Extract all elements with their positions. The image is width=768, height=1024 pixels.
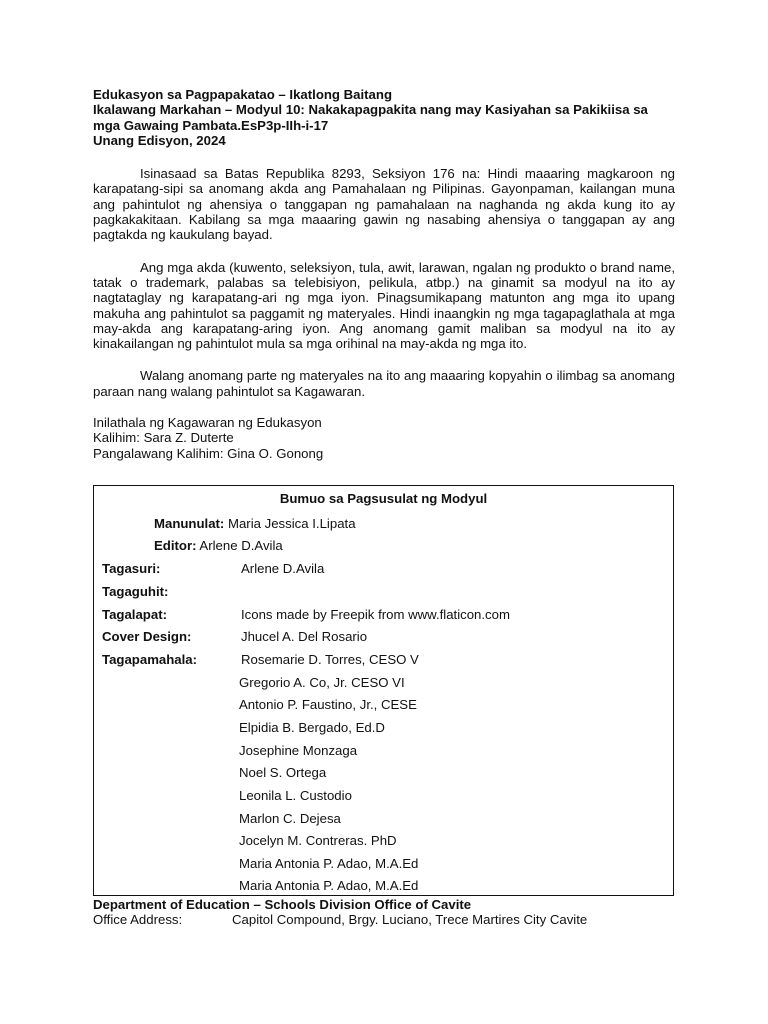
document-header xyxy=(93,87,675,148)
manager-name: Leonila L. Custodio xyxy=(239,788,352,803)
role-label: Tagaguhit: xyxy=(102,584,169,599)
copyright-paragraph-1: Isinasaad sa Batas Republika 8293, Seksiyon 176 na: Hindi maaaring magkaroon ng karapatang-sipi sa anomang akda ang Pamahalaan ng Pilipinas. Gayonpaman, kailangan muna ang pahintulot ng ahensiya o tanggapan ng pamahalaan na naghanda ng akda kung ito ay pagkakakitaan. Kabilang sa mga maaaring gawin ng nasabing ahensiya o tanggapan ay ang pagtakda ng kaukulang bayad. xyxy=(93,166,675,243)
module-team-box xyxy=(93,485,674,896)
manager-name: Elpidia B. Bergado, Ed.D xyxy=(239,720,385,735)
office-address-row xyxy=(93,912,693,927)
manager-name: Marlon C. Dejesa xyxy=(239,811,341,826)
office-footer xyxy=(93,897,693,928)
writer-value: Maria Jessica I.Lipata xyxy=(224,516,356,531)
manager-name: Gregorio A. Co, Jr. CESO VI xyxy=(239,675,405,690)
secretary-line: Kalihim: Sara Z. Duterte xyxy=(93,430,234,446)
manager-name: Maria Antonia P. Adao, M.A.Ed xyxy=(239,856,419,871)
editor-value: Arlene D.Avila xyxy=(196,538,283,553)
role-label: Cover Design: xyxy=(102,629,192,644)
role-label: Tagalapat: xyxy=(102,607,167,622)
manager-name: Jocelyn M. Contreras. PhD xyxy=(239,833,397,848)
role-value: Jhucel A. Del Rosario xyxy=(241,629,368,644)
role-label: Tagapamahala: xyxy=(102,652,198,667)
publisher-info xyxy=(93,415,675,461)
copyright-paragraph-2: Ang mga akda (kuwento, seleksiyon, tula, awit, larawan, ngalan ng produkto o brand name, tatak o trademark, palabas sa telebisiyon, pelikula, atbp.) na ginamit sa modyul na ito ay nagtataglay ng karapatang-ari ng mga iyon. Pinagsumikapang matunton ang mga ito upang makuha ang pahintulot sa paggamit ng materyales. Hindi inaangkin ng mga tagapaglathala at mga may-akda ang karapatang-aring iyon. Ang anomang gamit maliban sa modyul na ito ay kinakailangan ng pahintulot mula sa mga orihinal na may-akda ng mga ito. xyxy=(93,259,675,352)
document-page xyxy=(93,87,675,461)
role-value: Arlene D.Avila xyxy=(241,561,325,576)
role-label: Tagasuri: xyxy=(102,561,161,576)
role-value: Icons made by Freepik from www.flaticon.com xyxy=(241,607,510,622)
office-address-label: Office Address: xyxy=(93,912,183,928)
department-name: Department of Education – Schools Division Office of Cavite xyxy=(93,897,472,912)
manager-name: Josephine Monzaga xyxy=(239,743,358,758)
edition: Unang Edisyon, 2024 xyxy=(93,132,226,148)
publisher-line: Inilathala ng Kagawaran ng Edukasyon xyxy=(93,415,322,431)
manager-name: Noel S. Ortega xyxy=(239,765,327,780)
manager-name: Maria Antonia P. Adao, M.A.Ed xyxy=(239,878,419,893)
team-box-title: Bumuo sa Pagsusulat ng Modyul xyxy=(279,491,488,506)
manager-name: Antonio P. Faustino, Jr., CESE xyxy=(239,697,417,712)
office-address-value: Capitol Compound, Brgy. Luciano, Trece Martires City Cavite xyxy=(232,912,588,928)
subject-title: Edukasyon sa Pagpapakatao – Ikatlong Baitang xyxy=(93,87,393,102)
copyright-paragraph-3: Walang anomang parte ng materyales na ito ang maaaring kopyahin o ilimbag sa anomang paraan nang walang pahintulot sa Kagawaran. xyxy=(93,368,675,399)
writer-row xyxy=(154,516,356,531)
undersecretary-line: Pangalawang Kalihim: Gina O. Gonong xyxy=(93,445,324,461)
editor-row xyxy=(154,538,283,553)
module-title: Ikalawang Markahan – Modyul 10: Nakakapagpakita nang may Kasiyahan sa Pakikiisa sa mga Gawaing Pambata.EsP3p-IIh-i-17 xyxy=(93,102,648,133)
editor-label: Editor: xyxy=(154,538,197,553)
writer-label: Manunulat: xyxy=(154,516,225,531)
role-value: Rosemarie D. Torres, CESO V xyxy=(241,652,419,667)
